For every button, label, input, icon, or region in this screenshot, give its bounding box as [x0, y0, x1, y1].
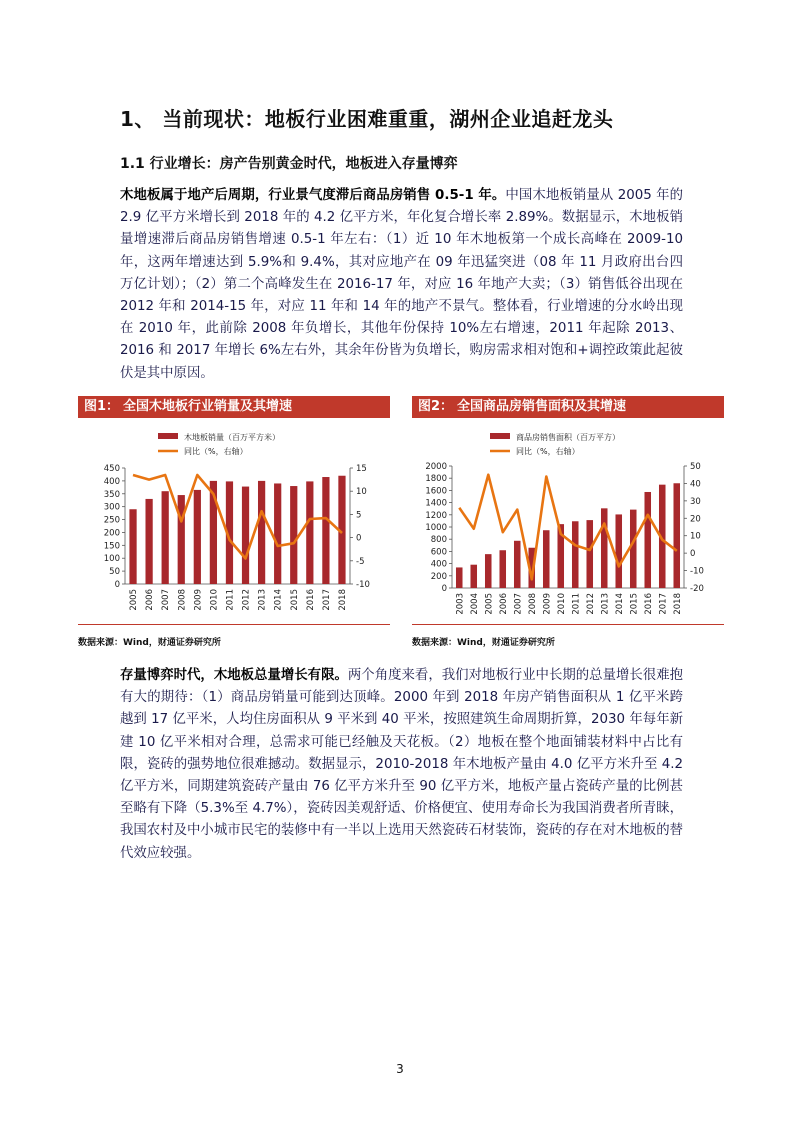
figure-1-title: 全国木地板行业销量及其增速 — [123, 399, 293, 414]
page-number: 3 — [396, 1062, 404, 1076]
left-tick-label: 400 — [430, 559, 447, 570]
bar — [630, 510, 637, 588]
bar — [290, 486, 297, 584]
left-tick-label: 400 — [103, 476, 120, 487]
paragraph-1 — [120, 185, 683, 385]
right-tick-label: 10 — [356, 487, 367, 498]
left-tick-label: 0 — [114, 580, 120, 590]
figure-2-title: 全国商品房销售面积及其增速 — [457, 399, 627, 414]
bar — [456, 567, 463, 588]
x-tick-label: 2008 — [177, 589, 188, 611]
bar — [615, 514, 622, 588]
x-tick-label: 2008 — [527, 593, 538, 615]
x-tick-label: 2005 — [129, 589, 140, 611]
x-tick-label: 2018 — [672, 593, 683, 615]
figure-2-source: 数据来源：Wind，财通证券研究所 — [412, 638, 555, 648]
left-tick-label: 200 — [430, 571, 447, 582]
right-tick-label: -10 — [356, 580, 370, 590]
left-tick-label: 300 — [103, 502, 120, 513]
left-tick-label: 600 — [430, 547, 447, 558]
legend-bar-swatch — [158, 433, 178, 439]
x-tick-label: 2016 — [643, 593, 654, 615]
paragraph-2 — [120, 665, 683, 865]
x-tick-label: 2015 — [289, 589, 300, 611]
bar — [162, 491, 169, 584]
chart-2 — [412, 418, 724, 624]
bar — [258, 481, 265, 584]
paragraph-2-lead: 存量博弈时代，木地板总量增长有限。 — [120, 668, 348, 683]
x-tick-label: 2018 — [337, 589, 348, 611]
figure-1-box — [78, 418, 390, 625]
bar — [178, 495, 185, 584]
figure-2-label: 图2： — [418, 399, 454, 414]
bar — [586, 520, 593, 588]
right-tick-label: -10 — [690, 566, 704, 577]
section-heading: 1、 当前现状：地板行业困难重重，湖州企业追赶龙头 — [120, 107, 614, 131]
x-tick-label: 2014 — [614, 593, 625, 615]
right-tick-label: 0 — [690, 549, 696, 560]
bar — [644, 492, 651, 588]
right-tick-label: 10 — [690, 531, 701, 542]
x-tick-label: 2017 — [658, 593, 669, 615]
bar — [194, 490, 201, 584]
bar — [499, 550, 506, 588]
legend-line-label: 同比（%，右轴） — [184, 447, 248, 456]
x-tick-label: 2010 — [556, 593, 567, 615]
left-tick-label: 1400 — [425, 498, 447, 509]
legend-bar-swatch — [490, 433, 510, 439]
x-tick-label: 2011 — [225, 589, 236, 611]
right-tick-label: 20 — [690, 514, 701, 525]
right-tick-label: 30 — [690, 496, 701, 507]
bar — [129, 509, 136, 584]
bar — [514, 541, 521, 588]
right-tick-label: 5 — [356, 510, 362, 521]
legend-bar-label: 商品房销售面积（百万平方） — [516, 433, 620, 442]
figure-2-header — [412, 396, 724, 418]
figure-1-label: 图1： — [84, 399, 120, 414]
x-tick-label: 2013 — [257, 589, 268, 611]
paragraph-2-body: 两个角度来看，我们对地板行业中长期的总量增长很难抱有大的期待：（1）商品房销量可能到达顶峰。2000 年到 2018 年房产销售面积从 1 亿平米跨越到 17 亿平米，人均住房面积从 9 平米到 40 平米，按照建筑生命周期折算，2030 年每年新建 10 亿平米相对合理，总需求可能已经触及天花板。（2）地板在整个地面铺装材料中占比有限，瓷砖的强势地位很难撼动。数据显示，2010-2018 年木地板产量由 4.0 亿平方米升至 4.2 亿平方米，同期建筑瓷砖产量由 76 亿平方米升至 90 亿平方米，地板产量占瓷砖产量的比例甚至略有下降（5.3%至 4.7%），瓷砖因美观舒适、价格便宜、使用寿命长为我国消费者所青睐，我国农村及中小城市民宅的装修中有一半以上选用天然瓷砖石材装饰，瓷砖的存在对木地板的替代效应较强。 — [120, 668, 684, 861]
bar — [572, 521, 579, 588]
x-tick-label: 2014 — [273, 589, 284, 611]
x-tick-label: 2006 — [498, 593, 509, 615]
left-tick-label: 100 — [103, 554, 120, 565]
paragraph-1-lead: 木地板属于地产后周期，行业景气度滞后商品房销售 0.5-1 年。 — [120, 188, 506, 203]
x-tick-label: 2015 — [629, 593, 640, 615]
bar — [322, 477, 329, 584]
x-tick-label: 2007 — [161, 589, 172, 611]
x-tick-label: 2003 — [455, 593, 466, 615]
bar — [274, 483, 281, 584]
right-tick-label: -20 — [690, 584, 704, 594]
x-tick-label: 2011 — [571, 593, 582, 615]
left-tick-label: 0 — [441, 584, 447, 594]
left-tick-label: 200 — [103, 528, 120, 539]
x-tick-label: 2009 — [542, 593, 553, 615]
x-tick-label: 2010 — [209, 589, 220, 611]
figure-1-header — [78, 396, 390, 418]
bar — [306, 481, 313, 584]
left-tick-label: 800 — [430, 535, 447, 546]
left-tick-label: 450 — [103, 464, 120, 474]
paragraph-1-body: 中国木地板销量从 2005 年的 2.9 亿平方米增长到 2018 年的 4.2 亿平方米，年化复合增长率 2.89%。数据显示，木地板销量增速滞后商品房销售增速 0.5-1 年左右：（1）近 10 年木地板第一个成长高峰在 2009-10 年，这两年增速达到 5.9%和 9.4%，其对应地产在 09 年迅猛突进（08 年 11 月政府出台四万亿计划）；（2）第二个高峰发生在 2016-17 年，对应 16 年地产大卖；（3）销售低谷出现在 2012 年和 2014-15 年，对应 11 年和 14 年的地产不景气。整体看，行业增速的分水岭出现在 2010 年，此前除 2008 年负增长，其他年份保持 10%左右增速，2011 年起除 2013、2016 和 2017 年增长 6%左右外，其余年份皆为负增长，购房需求相对饱和+调控政策此起彼伏是其中原因。 — [120, 188, 684, 381]
x-tick-label: 2005 — [484, 593, 495, 615]
right-tick-label: 15 — [356, 464, 367, 474]
x-tick-label: 2016 — [305, 589, 316, 611]
x-tick-label: 2012 — [585, 593, 596, 615]
x-tick-label: 2007 — [513, 593, 524, 615]
left-tick-label: 250 — [103, 515, 120, 526]
figure-2-box — [412, 418, 724, 625]
bar — [543, 530, 550, 588]
x-tick-label: 2012 — [241, 589, 252, 611]
bar — [601, 508, 608, 588]
bar — [485, 554, 492, 588]
right-tick-label: 40 — [690, 479, 701, 490]
x-tick-label: 2009 — [193, 589, 204, 611]
x-tick-label: 2013 — [600, 593, 611, 615]
growth-line — [459, 475, 677, 580]
legend-bar-label: 木地板销量（百万平方米） — [184, 433, 280, 442]
legend-line-label: 同比（%，右轴） — [516, 447, 580, 456]
bar — [470, 565, 477, 588]
left-tick-label: 50 — [109, 567, 120, 578]
right-tick-label: 0 — [356, 533, 362, 544]
x-tick-label: 2004 — [469, 593, 480, 615]
left-tick-label: 1000 — [425, 523, 447, 533]
bar — [145, 499, 152, 584]
left-tick-label: 1800 — [425, 474, 447, 485]
x-tick-label: 2006 — [145, 589, 156, 611]
x-tick-label: 2017 — [321, 589, 332, 611]
figure-1-source: 数据来源：Wind，财通证券研究所 — [78, 638, 221, 648]
left-tick-label: 150 — [103, 541, 120, 552]
left-tick-label: 350 — [103, 489, 120, 500]
bar — [673, 483, 680, 588]
bar — [242, 487, 249, 584]
right-tick-label: 50 — [690, 462, 701, 472]
subsection-heading: 1.1 行业增长：房产告别黄金时代，地板进入存量博弈 — [120, 156, 458, 172]
chart-1 — [78, 418, 390, 624]
left-tick-label: 1200 — [425, 510, 447, 521]
left-tick-label: 1600 — [425, 486, 447, 497]
right-tick-label: -5 — [356, 556, 365, 567]
left-tick-label: 2000 — [425, 462, 447, 472]
